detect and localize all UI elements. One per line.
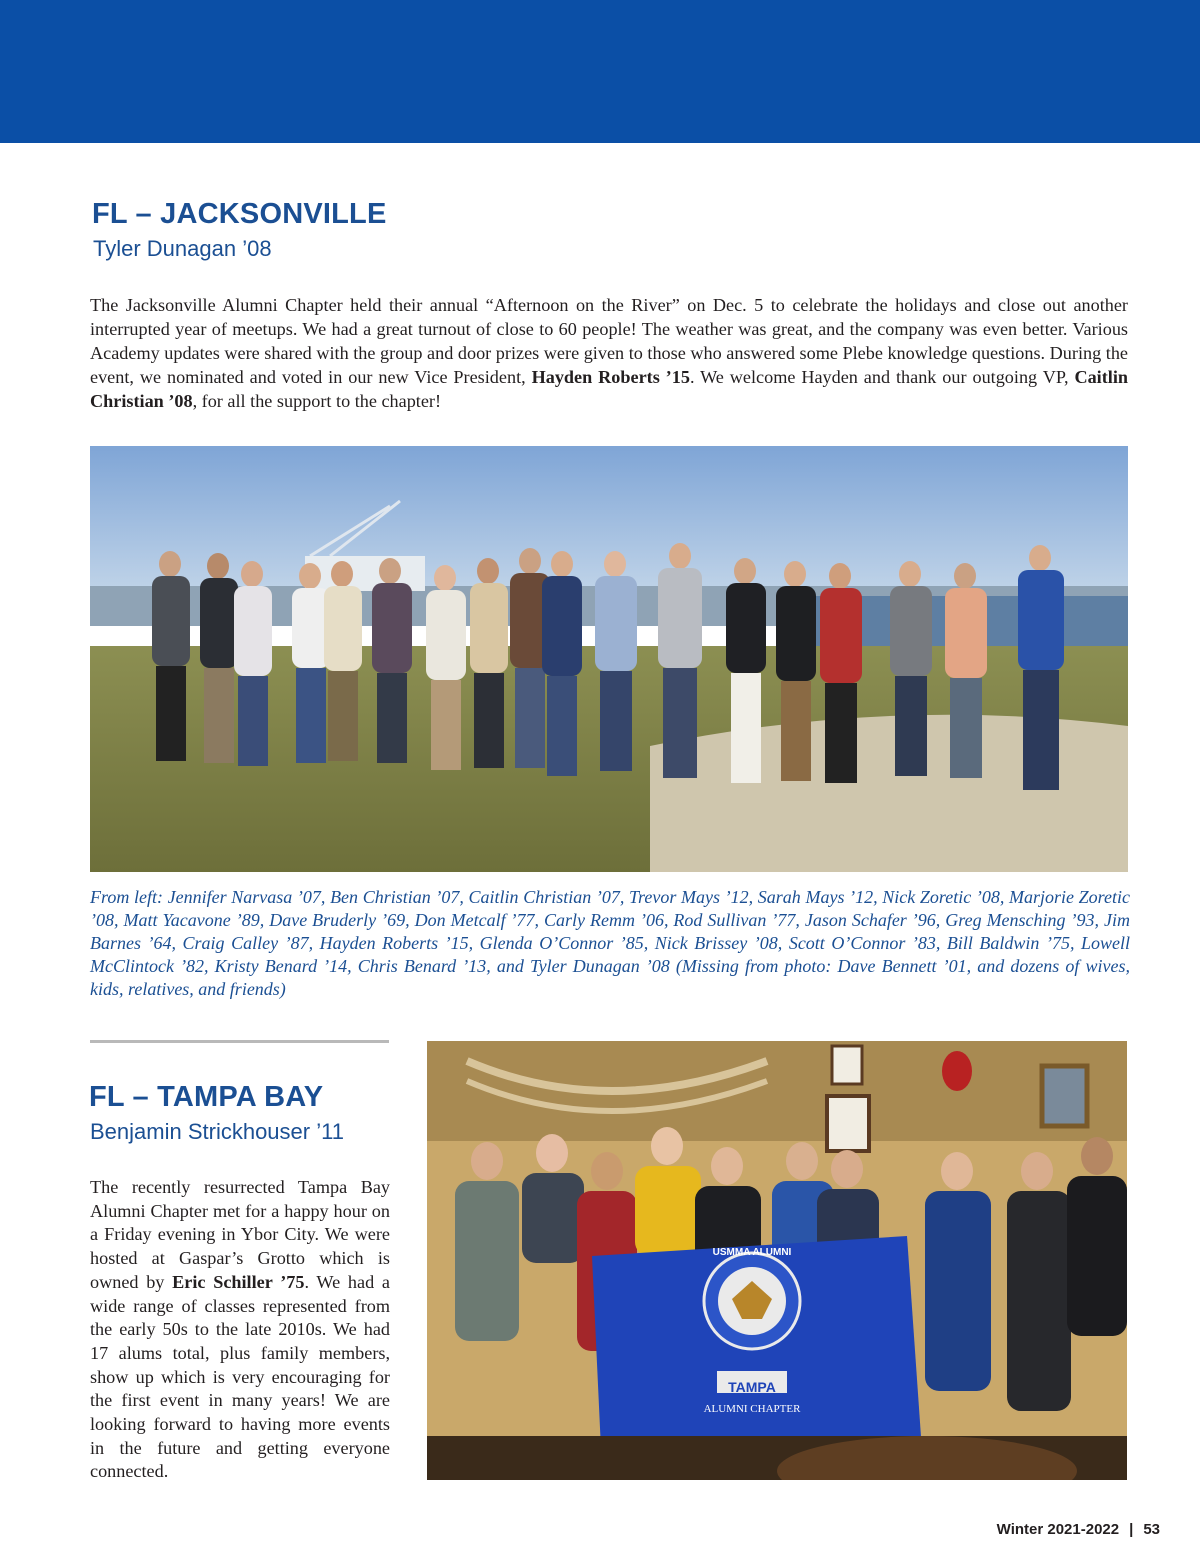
footer-separator: | (1129, 1521, 1134, 1538)
article-body-tampa-bay: The recently resurrected Tampa Bay Alumni Chapter met for a happy hour on a Friday evening in Ybor City. We were hosted at Gaspar’s Grotto which is owned by Eric Schiller ’75. We had a wide range of classes represented from the early 50s to the late 2010s. We had 17 alums total, plus family members, show up which is very encouraging for the first event in many years! We are looking forward to having more events in the future and getting everyone connected. (90, 1177, 390, 1482)
byline-tampa-bay: Benjamin Strickhouser ’11 (90, 1119, 344, 1144)
section-divider (90, 1040, 389, 1043)
jacksonville-group-photo (90, 446, 1128, 872)
section-heading-jacksonville: FL – JACKSONVILLE (92, 198, 387, 230)
bold-name: Caitlin Christian ’08 (90, 367, 1128, 411)
page-number: 53 (1143, 1521, 1160, 1538)
top-color-band (0, 0, 1200, 143)
issue-label: Winter 2021-2022 (996, 1521, 1120, 1538)
banner-subtitle: ALUMNI CHAPTER (703, 1403, 801, 1415)
tampa-alumni-banner (592, 1236, 922, 1471)
section-heading-tampa-bay: FL – TAMPA BAY (89, 1081, 324, 1113)
outdoor-group-photo-icon (90, 446, 1128, 872)
banner-title: TAMPA (728, 1379, 776, 1395)
bold-name: Eric Schiller ’75 (172, 1271, 305, 1292)
byline-jacksonville: Tyler Dunagan ’08 (93, 236, 272, 261)
page-footer (997, 1520, 1160, 1540)
article-body-jacksonville: The Jacksonville Alumni Chapter held their annual “Afternoon on the River” on Dec. 5 to celebrate the holidays and close out another interrupted year of meetups. We had a great turnout of close to 60 people! The weather was great, and the company was even better. Various Academy updates were shared with the group and door prizes were given to those who answered some Plebe knowledge questions. During the event, we nominated and voted in our new Vice President, Hayden Roberts ’15. We welcome Hayden and thank our outgoing VP, Caitlin Christian ’08, for all the support to the chapter! (90, 295, 1128, 411)
photo-caption-jacksonville: From left: Jennifer Narvasa ’07, Ben Christian ’07, Caitlin Christian ’07, Trevor Mays ’12, Sarah Mays ’12, Nick Zoretic ’08, Marjorie Zoretic ’08, Matt Yacavone ’89, Dave Bruderly ’69, Don Metcalf ’77, Carly Remm ’06, Rod Sullivan ’77, Jason Schafer ’96, Greg Mensching ’93, Jim Barnes ’64, Craig Calley ’87, Hayden Roberts ’15, Glenda O’Connor ’85, Nick Brissey ’08, Scott O’Connor ’83, Bill Baldwin ’75, Lowell McClintock ’82, Kristy Benard ’14, Chris Benard ’13, and Tyler Dunagan ’08 (Missing from photo: Dave Bennett ’01, and dozens of wives, kids, relatives, and friends) (90, 887, 1130, 999)
banner-seal-text: USMMA ALUMNI (712, 1247, 792, 1258)
tampa-group-photo (427, 1041, 1127, 1480)
bold-name: Hayden Roberts ’15 (531, 367, 690, 387)
